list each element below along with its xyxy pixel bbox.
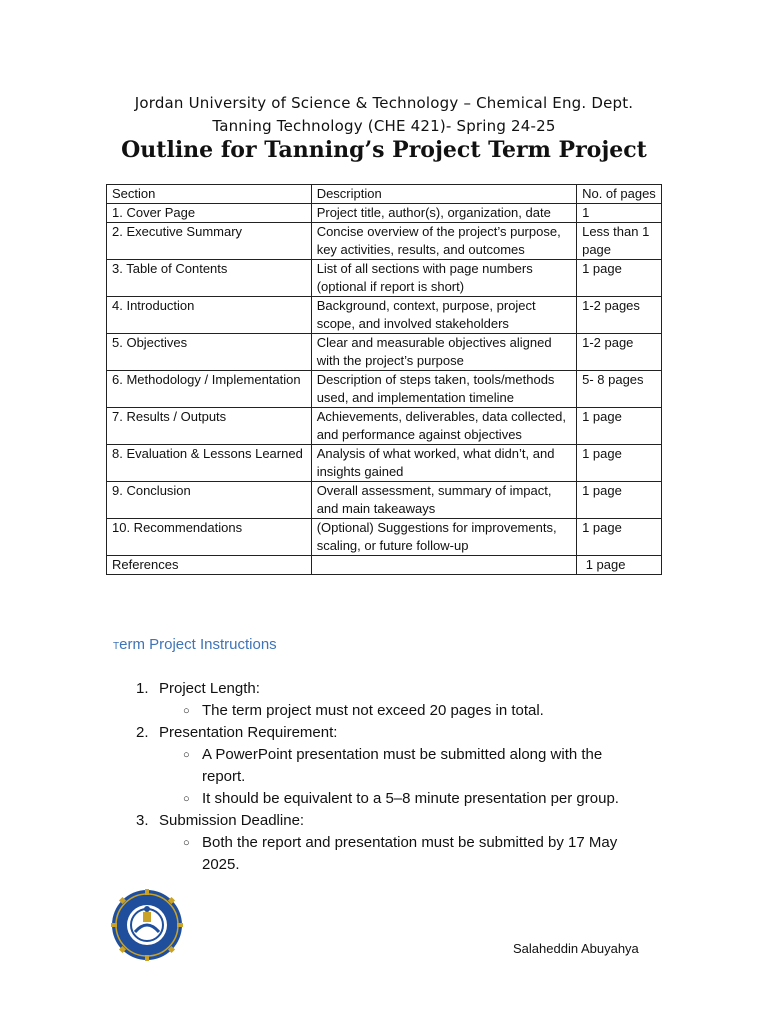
- sub-list: [112, 832, 672, 876]
- table-row: [107, 408, 662, 445]
- column-header-section: Section: [107, 185, 312, 204]
- table-row: [107, 297, 662, 334]
- section-cell: References: [107, 556, 312, 575]
- sub-item-text: It should be equivalent to a 5–8 minute presentation per group.: [202, 790, 619, 807]
- section-cell: 9. Conclusion: [107, 482, 312, 519]
- list-item: [112, 810, 672, 832]
- description-cell: Overall assessment, summary of impact, and main takeaways: [311, 482, 576, 519]
- university-header: Jordan University of Science & Technology – Chemical Eng. Dept.: [134, 94, 634, 112]
- circle-bullet-icon: ○: [183, 793, 190, 805]
- circle-bullet-icon: ○: [183, 705, 190, 717]
- sub-item: [112, 788, 672, 810]
- description-cell: List of all sections with page numbers (optional if report is short): [311, 260, 576, 297]
- section-cell: 5. Objectives: [107, 334, 312, 371]
- item-number: 3.: [136, 812, 149, 829]
- circle-bullet-icon: ○: [183, 749, 190, 761]
- pages-cell: 1-2 page: [577, 334, 662, 371]
- sub-item-text: Both the report and presentation must be submitted by 17 May 2025.: [202, 834, 618, 873]
- pages-cell: 5- 8 pages: [577, 371, 662, 408]
- column-header-description: Description: [311, 185, 576, 204]
- table-row: [107, 445, 662, 482]
- pages-cell: 1 page: [577, 482, 662, 519]
- list-item: [112, 722, 672, 744]
- section-cell: 8. Evaluation & Lessons Learned: [107, 445, 312, 482]
- sub-list-wrapper: [112, 832, 672, 876]
- table-row: [107, 482, 662, 519]
- list-item: [112, 678, 672, 700]
- pages-cell: 1 page: [577, 260, 662, 297]
- description-cell: Description of steps taken, tools/methods used, and implementation timeline: [311, 371, 576, 408]
- description-cell: Clear and measurable objectives aligned with the project’s purpose: [311, 334, 576, 371]
- description-cell: (Optional) Suggestions for improvements, scaling, or future follow-up: [311, 519, 576, 556]
- table-header-row: [107, 185, 662, 204]
- item-number: 1.: [136, 680, 149, 697]
- section-cell: 7. Results / Outputs: [107, 408, 312, 445]
- description-cell: Background, context, purpose, project scope, and involved stakeholders: [311, 297, 576, 334]
- section-cell: 3. Table of Contents: [107, 260, 312, 297]
- description-cell: Analysis of what worked, what didn’t, and insights gained: [311, 445, 576, 482]
- pages-cell: 1 page: [577, 445, 662, 482]
- description-cell: [311, 556, 576, 575]
- sub-list: [112, 744, 672, 810]
- section-cell: 2. Executive Summary: [107, 223, 312, 260]
- section-cell: 6. Methodology / Implementation: [107, 371, 312, 408]
- table-row: [107, 334, 662, 371]
- document-title: Outline for Tanning’s Project Term Project: [121, 137, 647, 163]
- course-header: Tanning Technology (CHE 421)- Spring 24-25: [212, 117, 556, 135]
- table-row: [107, 556, 662, 575]
- heading-initial: T: [113, 641, 120, 652]
- sub-item: [112, 700, 672, 722]
- table-row: [107, 371, 662, 408]
- description-cell: Achievements, deliverables, data collected, and performance against objectives: [311, 408, 576, 445]
- table-row: [107, 223, 662, 260]
- sub-list-wrapper: [112, 744, 672, 810]
- item-number: 2.: [136, 724, 149, 741]
- description-cell: Concise overview of the project’s purpose, key activities, results, and outcomes: [311, 223, 576, 260]
- pages-cell: 1-2 pages: [577, 297, 662, 334]
- item-label: Project Length:: [159, 680, 260, 697]
- heading-text: erm Project Instructions: [119, 636, 277, 653]
- table-row: [107, 260, 662, 297]
- pages-cell: 1 page: [577, 408, 662, 445]
- instructions-list: [112, 678, 672, 876]
- item-label: Presentation Requirement:: [159, 724, 338, 741]
- sub-item: [112, 832, 672, 876]
- author-signature: Salaheddin Abuyahya: [513, 941, 639, 956]
- pages-cell: 1 page: [577, 556, 662, 575]
- table-row: [107, 519, 662, 556]
- circle-bullet-icon: ○: [183, 837, 190, 849]
- outline-table: [106, 184, 662, 575]
- table-row: [107, 204, 662, 223]
- section-cell: 10. Recommendations: [107, 519, 312, 556]
- column-header-pages: No. of pages: [577, 185, 662, 204]
- sub-item: [112, 744, 672, 788]
- sub-item-text: The term project must not exceed 20 pages in total.: [202, 702, 544, 719]
- pages-cell: Less than 1 page: [577, 223, 662, 260]
- section-cell: 1. Cover Page: [107, 204, 312, 223]
- sub-list: [112, 700, 672, 722]
- sub-item-text: A PowerPoint presentation must be submitted along with the report.: [202, 746, 603, 785]
- item-label: Submission Deadline:: [159, 812, 305, 829]
- sub-list-wrapper: [112, 700, 672, 722]
- university-logo-icon: [110, 888, 184, 962]
- section-cell: 4. Introduction: [107, 297, 312, 334]
- pages-cell: 1: [577, 204, 662, 223]
- pages-cell: 1 page: [577, 519, 662, 556]
- description-cell: Project title, author(s), organization, date: [311, 204, 576, 223]
- instructions-heading: [113, 636, 277, 653]
